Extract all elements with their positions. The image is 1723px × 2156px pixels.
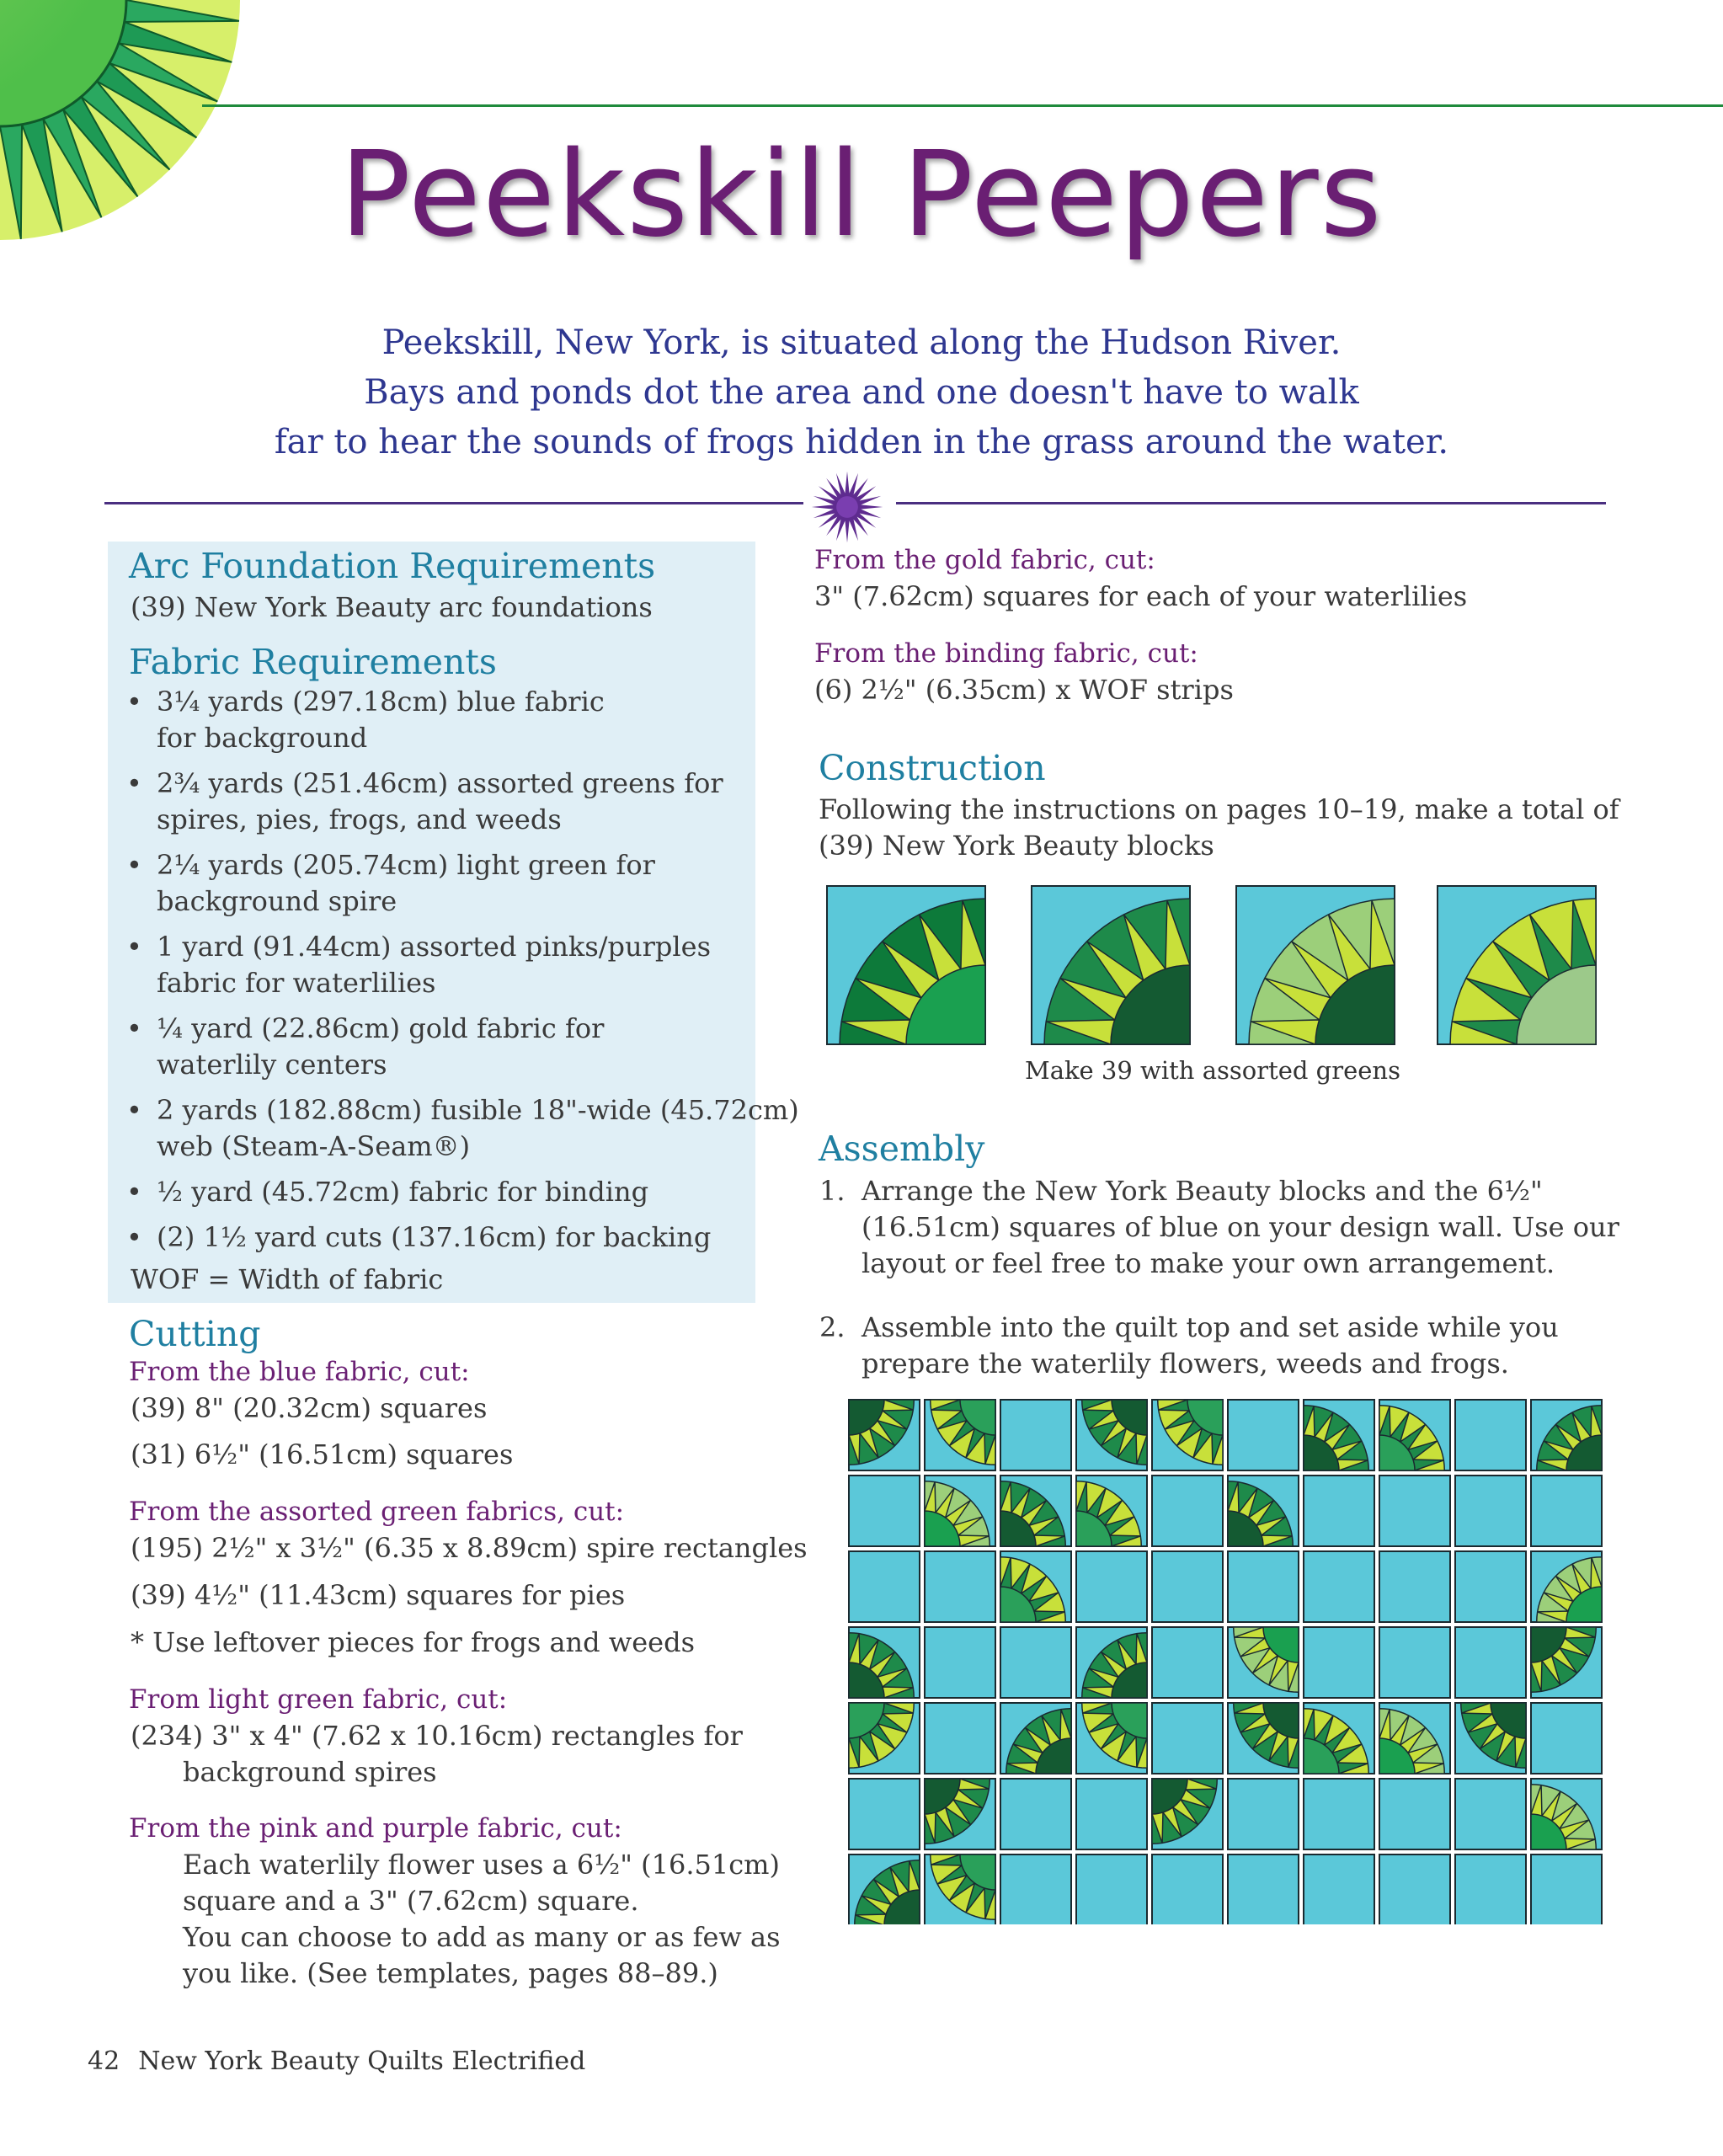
- blue-square: [1152, 1627, 1223, 1698]
- blue-square: [1152, 1703, 1223, 1774]
- blue-square: [1076, 1779, 1147, 1849]
- cutting-line: (39) 4½" (11.43cm) squares for pies: [131, 1579, 626, 1611]
- blue-square: [1379, 1854, 1450, 1924]
- gold-fabric-label: From the gold fabric, cut:: [814, 545, 1155, 575]
- blue-square: [1304, 1854, 1374, 1924]
- ny-beauty-block: [925, 1854, 995, 1924]
- blue-square: [1000, 1400, 1071, 1470]
- top-green-rule: [202, 104, 1723, 107]
- blue-square: [1455, 1400, 1526, 1470]
- light-green-label: From light green fabric, cut:: [129, 1684, 508, 1715]
- blue-square: [1455, 1551, 1526, 1622]
- blue-square: [1455, 1476, 1526, 1546]
- ny-beauty-block: [827, 886, 985, 1044]
- cutting-line: (234) 3" x 4" (7.62 x 10.16cm) rectangles for: [131, 1720, 743, 1752]
- intro-line: Peekskill, New York, is situated along the Hudson River.: [381, 323, 1342, 362]
- intro-line: Bays and ponds dot the area and one doesn't have to walk: [364, 373, 1359, 412]
- ny-beauty-block: [1379, 1703, 1450, 1774]
- blue-square: [1304, 1627, 1374, 1698]
- cutting-heading: Cutting: [129, 1314, 261, 1354]
- cutting-line: (39) 8" (20.32cm) squares: [131, 1392, 488, 1424]
- blue-square: [1152, 1551, 1223, 1622]
- ny-beauty-block: [1531, 1779, 1602, 1849]
- quilt-layout-diagram: [847, 1398, 1605, 1924]
- blue-fabric-label: From the blue fabric, cut:: [129, 1357, 470, 1387]
- book-title: New York Beauty Quilts Electrified: [138, 2047, 586, 2076]
- block-figure-caption: Make 39 with assorted greens: [1025, 1056, 1400, 1085]
- blue-square: [925, 1703, 995, 1774]
- ny-beauty-block: [849, 1854, 920, 1924]
- green-fabric-label: From the assorted green fabrics, cut:: [129, 1497, 625, 1527]
- assembly-step-2: Assemble into the quilt top and set aside while you prepare the waterlily flowers, weeds and frogs.: [862, 1311, 1559, 1380]
- ny-beauty-block: [1304, 1703, 1374, 1774]
- binding-fabric-label: From the binding fabric, cut:: [814, 638, 1198, 669]
- intro-paragraph: [0, 318, 1723, 467]
- ny-beauty-block: [1152, 1779, 1223, 1849]
- step-number: 2.: [819, 1311, 845, 1343]
- blue-square: [1379, 1476, 1450, 1546]
- list-item: • (2) 1½ yard cuts (137.16cm) for backing: [126, 1221, 712, 1253]
- page-number: 42: [88, 2047, 120, 2076]
- blue-square: [1531, 1854, 1602, 1924]
- cutting-line: (31) 6½" (16.51cm) squares: [131, 1438, 514, 1470]
- assembly-step-1: Arrange the New York Beauty blocks and the 6½" (16.51cm) squares of blue on your design wall. Use our layout or feel free to make your own arrangement.: [862, 1175, 1619, 1279]
- blue-square: [849, 1476, 920, 1546]
- purple-star-ornament: [808, 468, 886, 546]
- section-divider-right: [896, 502, 1606, 504]
- ny-beauty-block: [925, 1400, 995, 1470]
- ny-beauty-block: [1236, 886, 1395, 1044]
- list-item: • 2¼ yards (205.74cm) light green for background spire: [126, 849, 655, 917]
- assembly-heading: Assembly: [819, 1129, 985, 1169]
- ny-beauty-block: [1000, 1476, 1071, 1546]
- ny-beauty-block: [849, 1627, 920, 1698]
- construction-text: Following the instructions on pages 10–19, make a total of: [819, 793, 1619, 825]
- blue-square: [1531, 1703, 1602, 1774]
- blue-square: [1379, 1779, 1450, 1849]
- step-number: 1.: [819, 1175, 845, 1207]
- cutting-note: * Use leftover pieces for frogs and weeds: [131, 1626, 695, 1658]
- arc-requirements-heading: Arc Foundation Requirements: [129, 546, 656, 586]
- ny-beauty-block: [1304, 1400, 1374, 1470]
- ny-beauty-block: [1076, 1476, 1147, 1546]
- ny-beauty-block: [1228, 1476, 1299, 1546]
- blue-square: [849, 1551, 920, 1622]
- page-footer: [88, 2047, 585, 2076]
- blue-square: [1455, 1779, 1526, 1849]
- construction-text: (39) New York Beauty blocks: [819, 830, 1214, 862]
- blue-square: [1304, 1476, 1374, 1546]
- blue-square: [1152, 1854, 1223, 1924]
- blue-square: [1455, 1854, 1526, 1924]
- blue-square: [1076, 1551, 1147, 1622]
- fabric-requirements-heading: Fabric Requirements: [129, 642, 497, 682]
- ny-beauty-block: [1032, 886, 1190, 1044]
- blue-square: [1228, 1551, 1299, 1622]
- blue-square: [1152, 1476, 1223, 1546]
- ny-beauty-block: [1076, 1400, 1147, 1470]
- ny-beauty-block: [1379, 1400, 1450, 1470]
- list-item: • 2 yards (182.88cm) fusible 18"-wide (45.72cm) web (Steam-A-Seam®): [126, 1094, 799, 1162]
- ny-beauty-block: [1000, 1703, 1071, 1774]
- ny-beauty-block: [1531, 1627, 1602, 1698]
- wof-note: WOF = Width of fabric: [131, 1263, 444, 1295]
- pink-purple-text: Each waterlily flower uses a 6½" (16.51cm) square and a 3" (7.62cm) square. You can choose to add as many or as few as you like. (See templates, pages 88–89.): [183, 1849, 781, 1989]
- block-variations-figure: [825, 884, 1600, 1049]
- ny-beauty-block: [1228, 1703, 1299, 1774]
- construction-heading: Construction: [819, 748, 1046, 788]
- cutting-line: background spires: [183, 1756, 437, 1788]
- cutting-line: (6) 2½" (6.35cm) x WOF strips: [814, 674, 1234, 706]
- ny-beauty-block: [1000, 1551, 1071, 1622]
- blue-square: [1455, 1627, 1526, 1698]
- blue-square: [1304, 1779, 1374, 1849]
- blue-square: [1531, 1476, 1602, 1546]
- ny-beauty-block: [1531, 1551, 1602, 1622]
- ny-beauty-block: [1438, 886, 1596, 1044]
- ny-beauty-block: [925, 1476, 995, 1546]
- page-title: Peekskill Peepers: [339, 126, 1384, 264]
- ny-beauty-block: [1228, 1627, 1299, 1698]
- list-item: • 1 yard (91.44cm) assorted pinks/purples fabric for waterlilies: [126, 931, 711, 999]
- blue-square: [1000, 1854, 1071, 1924]
- blue-square: [1379, 1627, 1450, 1698]
- fabric-requirements-list: [126, 684, 799, 1265]
- ny-beauty-block: [849, 1400, 920, 1470]
- list-item: • 3¼ yards (297.18cm) blue fabric for background: [126, 686, 605, 754]
- list-item: • ¼ yard (22.86cm) gold fabric for waterlily centers: [126, 1012, 605, 1081]
- section-divider-left: [104, 502, 803, 504]
- ny-beauty-block: [925, 1779, 995, 1849]
- blue-square: [1228, 1854, 1299, 1924]
- ny-beauty-block: [1076, 1703, 1147, 1774]
- ny-beauty-block: [1152, 1400, 1223, 1470]
- list-item: • 2¾ yards (251.46cm) assorted greens for spires, pies, frogs, and weeds: [126, 767, 723, 835]
- blue-square: [1076, 1854, 1147, 1924]
- ny-beauty-block: [1531, 1400, 1602, 1470]
- blue-square: [1228, 1779, 1299, 1849]
- ny-beauty-block: [1455, 1703, 1526, 1774]
- ny-beauty-block: [849, 1703, 920, 1774]
- list-item: • ½ yard (45.72cm) fabric for binding: [126, 1176, 649, 1208]
- blue-square: [1379, 1551, 1450, 1622]
- blue-square: [1000, 1627, 1071, 1698]
- cutting-line: 3" (7.62cm) squares for each of your waterlilies: [814, 580, 1468, 612]
- blue-square: [925, 1627, 995, 1698]
- blue-square: [1000, 1779, 1071, 1849]
- blue-square: [1304, 1551, 1374, 1622]
- arc-requirements-text: (39) New York Beauty arc foundations: [131, 591, 653, 623]
- cutting-line: (195) 2½" x 3½" (6.35 x 8.89cm) spire rectangles: [131, 1532, 808, 1564]
- ny-beauty-block: [1076, 1627, 1147, 1698]
- intro-line: far to hear the sounds of frogs hidden in the grass around the water.: [274, 423, 1449, 462]
- pink-purple-label: From the pink and purple fabric, cut:: [129, 1813, 622, 1844]
- blue-square: [1228, 1400, 1299, 1470]
- blue-square: [849, 1779, 920, 1849]
- blue-square: [925, 1551, 995, 1622]
